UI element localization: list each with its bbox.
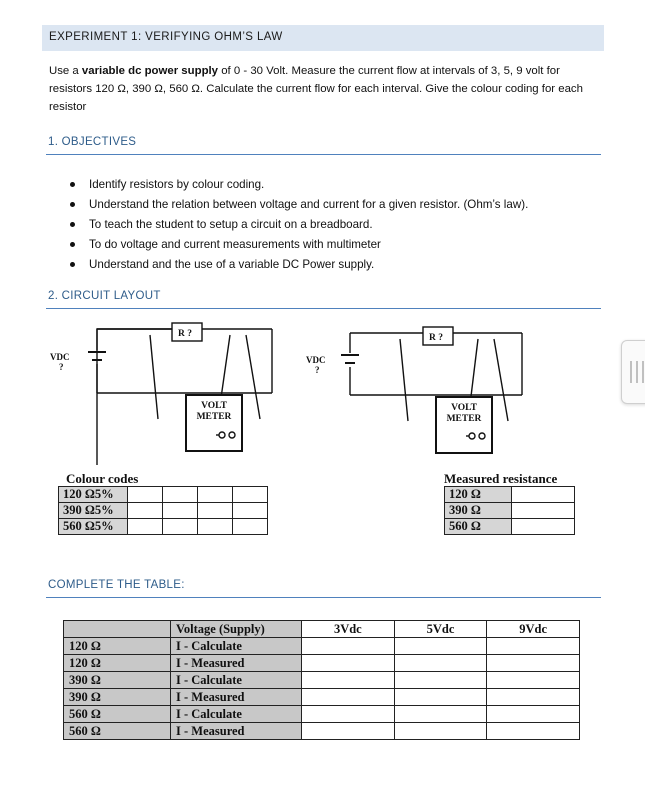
table-cell[interactable] — [487, 689, 580, 706]
table-cell[interactable] — [302, 655, 395, 672]
results-table — [63, 620, 580, 740]
list-item: Understand the relation between voltage and current for a given resistor. (Ohm’s law). — [70, 195, 528, 215]
table-cell[interactable] — [394, 689, 487, 706]
colour-codes-table — [58, 486, 268, 535]
table-cell[interactable] — [233, 487, 268, 503]
objectives-list — [70, 175, 528, 275]
complete-heading: COMPLETE THE TABLE: — [48, 579, 185, 591]
table-row — [445, 487, 575, 503]
left-voltmeter-label: VOLT METER — [196, 401, 232, 422]
right-vdc-label: VDC — [306, 355, 326, 365]
left-circuit — [88, 323, 272, 465]
intro-text-2: of 0 - 30 Volt. Measure the current flow at intervals of 3, 5, 9 volt for resistors 120 Ω, 390 Ω, 560 Ω. Calculate the current flow for each interval. Give the colour coding for each resistor — [49, 65, 583, 113]
measured-label: 560 Ω — [445, 519, 512, 535]
objectives-heading: 1. OBJECTIVES — [48, 136, 137, 148]
table-cell[interactable] — [512, 487, 575, 503]
list-item: Identify resistors by colour coding. — [70, 175, 528, 195]
table-row — [64, 672, 580, 689]
table-cell[interactable] — [163, 519, 198, 535]
colour-codes-title: Colour codes — [66, 471, 139, 486]
left-resistor-label: R ? — [178, 329, 192, 339]
table-cell[interactable] — [302, 672, 395, 689]
measured-label: 390 Ω — [445, 503, 512, 519]
right-vdc-question: ? — [315, 365, 320, 375]
header-3vdc: 3Vdc — [302, 621, 395, 638]
table-row — [445, 503, 575, 519]
row-label: I - Measured — [171, 655, 302, 672]
header-9vdc: 9Vdc — [487, 621, 580, 638]
objectives-rule — [46, 154, 601, 155]
measured-resistance-title: Measured resistance — [444, 471, 558, 486]
table-row — [59, 503, 268, 519]
table-cell[interactable] — [302, 706, 395, 723]
table-cell[interactable] — [487, 638, 580, 655]
table-cell[interactable] — [233, 519, 268, 535]
right-resistor-label: R ? — [429, 333, 443, 343]
left-vdc-question: ? — [59, 362, 64, 372]
header-blank — [64, 621, 171, 638]
row-resistor: 120 Ω — [64, 655, 171, 672]
row-label: I - Measured — [171, 723, 302, 740]
table-cell[interactable] — [302, 638, 395, 655]
measured-label: 120 Ω — [445, 487, 512, 503]
table-cell[interactable] — [128, 487, 163, 503]
table-row — [64, 689, 580, 706]
row-resistor: 560 Ω — [64, 706, 171, 723]
table-cell[interactable] — [198, 519, 233, 535]
table-cell[interactable] — [487, 672, 580, 689]
table-cell[interactable] — [394, 706, 487, 723]
row-resistor: 390 Ω — [64, 672, 171, 689]
row-label: I - Calculate — [171, 672, 302, 689]
left-vdc-label: VDC — [50, 352, 70, 362]
menu-lines-icon — [622, 341, 645, 403]
row-label: I - Calculate — [171, 706, 302, 723]
list-item: To teach the student to setup a circuit on a breadboard. — [70, 215, 528, 235]
header-5vdc: 5Vdc — [394, 621, 487, 638]
table-row — [64, 638, 580, 655]
table-cell[interactable] — [512, 503, 575, 519]
table-row — [64, 723, 580, 740]
row-label: I - Calculate — [171, 638, 302, 655]
table-cell[interactable] — [233, 503, 268, 519]
table-cell[interactable] — [163, 503, 198, 519]
right-voltmeter-label: VOLT METER — [446, 403, 482, 424]
circuit-rule — [46, 308, 601, 309]
table-cell[interactable] — [394, 723, 487, 740]
table-cell[interactable] — [512, 519, 575, 535]
table-row — [59, 487, 268, 503]
page-title: EXPERIMENT 1: VERIFYING OHM’S LAW — [49, 31, 283, 43]
circuit-diagrams — [0, 315, 620, 465]
table-cell[interactable] — [487, 655, 580, 672]
intro-paragraph — [49, 62, 594, 116]
table-cell[interactable] — [302, 723, 395, 740]
colour-code-label: 390 Ω5% — [59, 503, 128, 519]
header-voltage: Voltage (Supply) — [171, 621, 302, 638]
table-cell[interactable] — [198, 503, 233, 519]
table-cell[interactable] — [128, 519, 163, 535]
table-cell[interactable] — [163, 487, 198, 503]
intro-text-1: Use a — [49, 65, 82, 77]
row-resistor: 560 Ω — [64, 723, 171, 740]
table-cell[interactable] — [487, 706, 580, 723]
complete-rule — [46, 597, 601, 598]
table-cell[interactable] — [128, 503, 163, 519]
circuit-heading: 2. CIRCUIT LAYOUT — [48, 290, 161, 302]
colour-code-label: 120 Ω5% — [59, 487, 128, 503]
table-cell[interactable] — [487, 723, 580, 740]
table-row — [64, 706, 580, 723]
side-menu-handle[interactable] — [621, 340, 645, 404]
colour-code-label: 560 Ω5% — [59, 519, 128, 535]
table-row — [445, 519, 575, 535]
measured-resistance-table — [444, 486, 575, 535]
list-item: Understand and the use of a variable DC Power supply. — [70, 255, 528, 275]
table-cell[interactable] — [394, 672, 487, 689]
table-cell[interactable] — [198, 487, 233, 503]
row-label: I - Measured — [171, 689, 302, 706]
right-circuit — [341, 327, 522, 453]
table-cell[interactable] — [394, 638, 487, 655]
row-resistor: 120 Ω — [64, 638, 171, 655]
table-cell[interactable] — [302, 689, 395, 706]
list-item: To do voltage and current measurements with multimeter — [70, 235, 528, 255]
table-row — [59, 519, 268, 535]
table-row — [64, 655, 580, 672]
row-resistor: 390 Ω — [64, 689, 171, 706]
table-header-row — [64, 621, 580, 638]
intro-bold: variable dc power supply — [81, 65, 219, 77]
table-cell[interactable] — [394, 655, 487, 672]
